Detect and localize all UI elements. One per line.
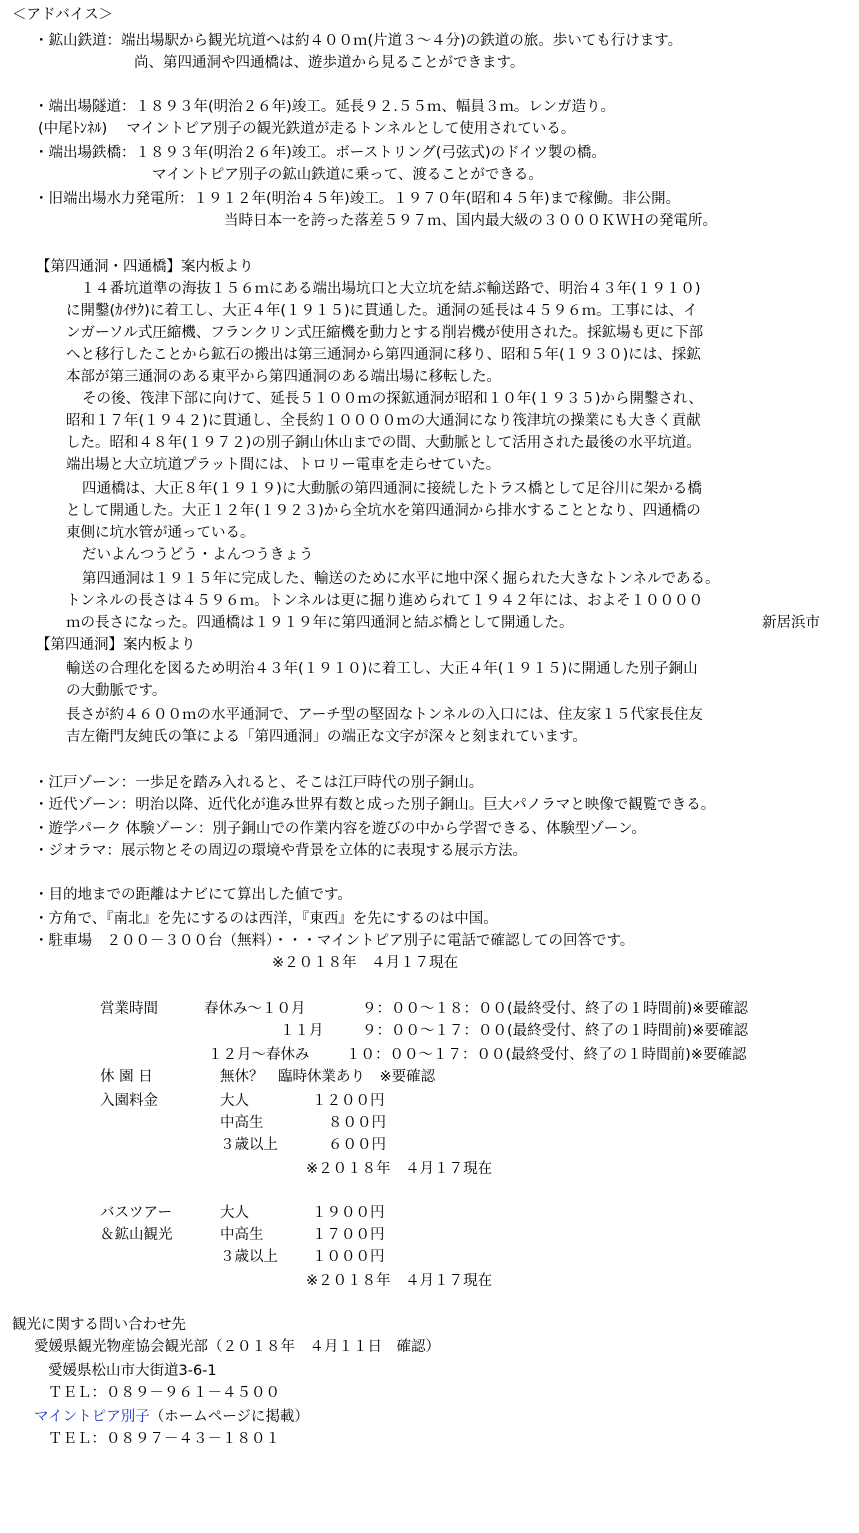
hours-time: １０：００～１７：００(最終受付、終了の１時間前)※要確認 (346, 1047, 747, 1063)
admission-date: ※２０１８年 ４月１７現在 (306, 1161, 493, 1177)
notes-date: ※２０１８年 ４月１７現在 (272, 955, 459, 971)
board1-heading: 【第四通洞・四通橋】案内板より (36, 259, 254, 275)
advice-item: 尚、第四通洞や四通橋は、遊歩道から見ることができます。 (134, 55, 525, 71)
admission-who: 大人 (220, 1093, 249, 1109)
board2-line: 長さが約４６００ｍの水平通洞で、アーチ型の堅固なトンネルの入口には、住友家１５代家長住友 (66, 707, 703, 723)
bus-who: 中高生 (220, 1227, 264, 1243)
contact-tel: ＴＥＬ：０８９７－４３－１８０１ (48, 1431, 280, 1447)
contact-org: 愛媛県観光物産協会観光部（２０１８年 ４月１１日 確認） (34, 1339, 440, 1355)
board1-line: １４番坑道準の海抜１５６ｍにある端出場坑口と大立坑を結ぶ輸送路で、明治４３年(１９１０) (66, 281, 701, 297)
hours-time: ９：００～１７：００(最終受付、終了の１時間前)※要確認 (362, 1023, 748, 1039)
board1-line: 第四通洞は１９１５年に完成した、輸送のために水平に地中深く掘られた大きなトンネルである。 (82, 571, 720, 587)
zone-item: ・江戸ゾーン：一歩足を踏み入れると、そこは江戸時代の別子銅山。 (34, 775, 484, 791)
board1-line: 端出場と大立坑道プラット間には、トロリー電車を走らせていた。 (66, 457, 501, 473)
contact-heading: 観光に関する問い合わせ先 (12, 1317, 186, 1333)
board1-line: 四通橋は、大正８年(１９１９)に大動脈の第四通洞に接続したトラス橋として足谷川に架かる橋 (82, 481, 702, 497)
board1-line: として開通した。大正１２年(１９２３)から全坑水を第四通洞から排水することとなり、四通橋の (66, 503, 701, 519)
admission-label: 入園料金 (100, 1093, 158, 1109)
note-item: ・駐車場 ２００－３００台（無料）・・・マイントピア別子に電話で確認しての回答です。 (34, 933, 635, 949)
zone-item: ・ジオラマ：展示物とその周辺の環境や背景を立体的に表現する展示方法。 (34, 843, 527, 859)
note-item: ・方角で、『南北』を先にするのは西洋，『東西』を先にするのは中国。 (34, 911, 498, 927)
contact-link-row (34, 1406, 309, 1428)
minetopia-besshi-link[interactable]: マイントピア別子 (34, 1409, 150, 1425)
advice-heading: ＜アドバイス＞ (12, 7, 114, 23)
board2-heading: 【第四通洞】案内板より (36, 637, 196, 653)
admission-price: ８００円 (328, 1115, 386, 1131)
admission-price: １２００円 (312, 1093, 385, 1109)
advice-item: ・端出場鉄橋：１８９３年(明治２６年)竣工。ボーストリング(弓弦式)のドイツ製の橋。 (34, 145, 606, 161)
board1-line: 東側に坑水管が通っている。 (66, 525, 255, 541)
board1-line: ｍの長さになった。四通橋は１９１９年に第四通洞と結ぶ橋として開通した。 (66, 615, 574, 631)
contact-link-note: （ホームページに掲載） (149, 1409, 309, 1425)
bus-who: 大人 (220, 1205, 249, 1221)
advice-item: 当時日本一を誇った落差５９７ｍ、国内最大級の３０００ＫＷＨの発電所。 (224, 213, 717, 229)
closed-label: 休 園 日 (100, 1069, 153, 1085)
hours-period: 春休み～１０月 (204, 1001, 306, 1017)
hours-period: １２月～春休み (208, 1047, 310, 1063)
board1-credit: 新居浜市 (762, 615, 820, 631)
bus-who: ３歳以上 (220, 1249, 278, 1265)
note-item: ・目的地までの距離はナビにて算出した値です。 (34, 887, 352, 903)
board1-line: 本部が第三通洞のある東平から第四通洞のある端出場に移転した。 (66, 369, 501, 385)
bus-price: １０００円 (312, 1249, 385, 1265)
bus-price: １９００円 (312, 1205, 385, 1221)
board1-line: ンガーソル式圧縮機、フランクリン式圧縮機を動力とする削岩機が使用された。採鉱場も更に下部 (66, 325, 704, 341)
bus-label: バスツアー (100, 1205, 173, 1221)
closed-value: 無休？ 臨時休業あり ※要確認 (220, 1069, 436, 1085)
advice-item: ・旧端出場水力発電所：１９１２年(明治４５年)竣工。１９７０年(昭和４５年)まで稼働。非公開。 (34, 191, 681, 207)
board1-line: した。昭和４８年(１９７２)の別子銅山休山までの間、大動脈として活用された最後の水平坑道。 (66, 435, 701, 451)
board1-line: に開鑿(ｶｲｻｸ)に着工し、大正４年(１９１５)に貫通した。通洞の延長は４５９６ｍ。工事には、イ (66, 303, 698, 319)
advice-item: ・鉱山鉄道：端出場駅から観光坑道へは約４００ｍ(片道３～４分)の鉄道の旅。歩いても行けます。 (34, 33, 683, 49)
board1-line: だいよんつうどう・よんつうきょう (82, 547, 314, 563)
board2-line: 吉左衛門友純氏の筆による「第四通洞」の端正な文字が深々と刻まれています。 (66, 729, 587, 745)
contact-tel: ＴＥＬ：０８９－９６１－４５００ (48, 1385, 280, 1401)
admission-who: 中高生 (220, 1115, 264, 1131)
board1-line: 昭和１７年(１９４２)に貫通し、全長約１００００ｍの大通洞になり筏津坑の操業にも大きく貢献 (66, 413, 701, 429)
board1-line: その後、筏津下部に向けて、延長５１００ｍの探鉱通洞が昭和１０年(１９３５)から開鑿され、 (82, 391, 703, 407)
admission-who: ３歳以上 (220, 1137, 278, 1153)
advice-item: (中尾ﾄﾝﾈﾙ) マイントピア別子の観光鉄道が走るトンネルとして使用されている。 (38, 121, 576, 137)
bus-label-sub: ＆鉱山観光 (100, 1227, 173, 1243)
board1-line: へと移行したことから鉱石の搬出は第三通洞から第四通洞に移り、昭和５年(１９３０)には、採鉱 (66, 347, 701, 363)
hours-period: １１月 (280, 1023, 324, 1039)
bus-price: １７００円 (312, 1227, 385, 1243)
advice-item: マイントピア別子の鉱山鉄道に乗って、渡ることができる。 (152, 167, 543, 183)
board1-line: トンネルの長さは４５９６ｍ。トンネルは更に掘り進められて１９４２年には、およそ１００００ (66, 593, 704, 609)
hours-label: 営業時間 (100, 1001, 158, 1017)
board2-line: 輸送の合理化を図るため明治４３年(１９１０)に着工し、大正４年(１９１５)に開通した別子銅山 (66, 661, 698, 677)
hours-time: ９：００～１８：００(最終受付、終了の１時間前)※要確認 (362, 1001, 748, 1017)
zone-item: ・遊学パーク 体験ゾーン：別子銅山での作業内容を遊びの中から学習できる、体験型ゾーン。 (34, 821, 646, 837)
board2-line: の大動脈です。 (66, 683, 167, 699)
zone-item: ・近代ゾーン：明治以降、近代化が進み世界有数と成った別子銅山。巨大パノラマと映像で観覧できる。 (34, 797, 716, 813)
admission-price: ６００円 (328, 1137, 386, 1153)
bus-date: ※２０１８年 ４月１７現在 (306, 1273, 493, 1289)
contact-address: 愛媛県松山市大街道3-6-1 (48, 1363, 217, 1379)
advice-item: ・端出場隧道：１８９３年(明治２６年)竣工。延長９２.５５ｍ、幅員３ｍ。レンガ造り。 (34, 99, 616, 115)
